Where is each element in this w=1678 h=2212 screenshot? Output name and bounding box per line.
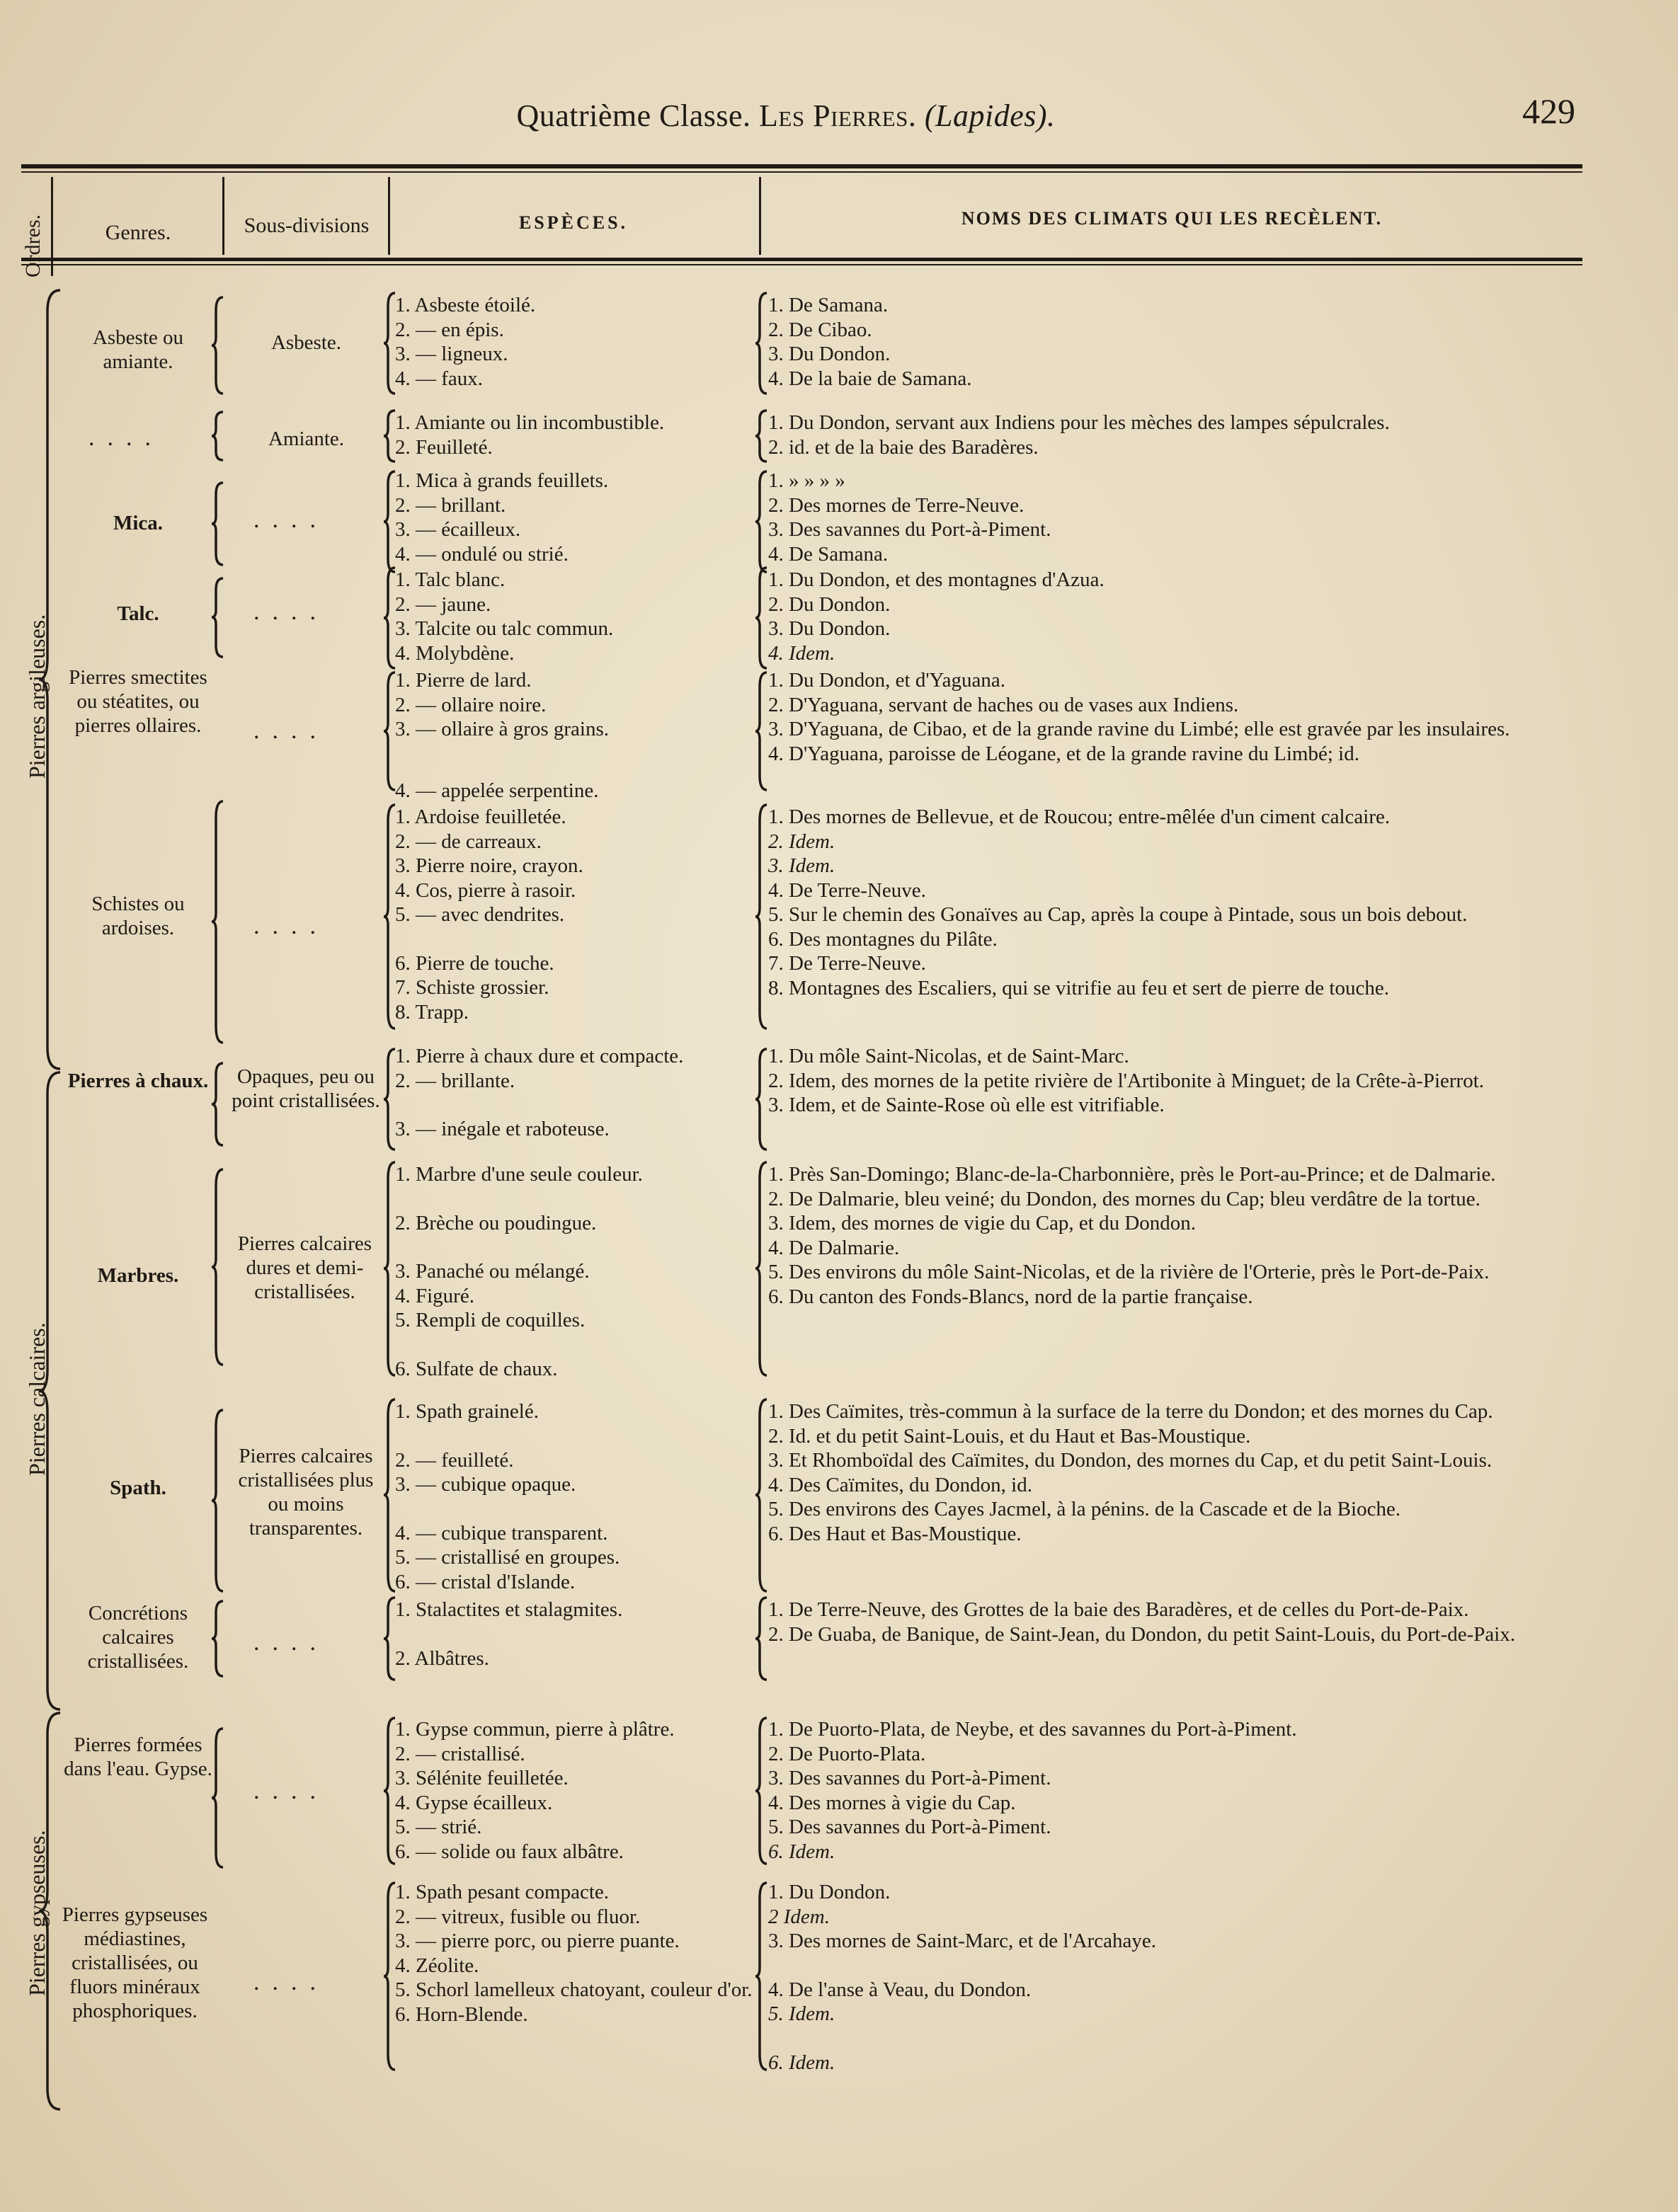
sous-dots-mica: .... <box>253 507 329 533</box>
brace-climats-marbres <box>754 1161 770 1377</box>
genre-spath: Spath. <box>110 1477 166 1499</box>
espece-item: 3. Talcite ou talc commun. <box>395 617 614 640</box>
espece-item: 4. — appelée serpentine. <box>395 779 599 802</box>
col-header-genres: Genres. <box>105 221 171 244</box>
sous-spath: Pierres calcaires cristallisées plus ou moins transparentes. <box>238 1445 374 1540</box>
espece-item: 2. — ollaire noire. <box>395 693 547 716</box>
especes-schistes <box>395 805 583 1024</box>
climat-item: 1. » » » » <box>768 469 845 492</box>
climats-chaux <box>768 1044 1582 1118</box>
col-divider-4 <box>759 177 761 255</box>
espece-item: 3. — pierre porc, ou pierre puante. <box>395 1930 680 1952</box>
brace-climats-smectites <box>754 671 770 791</box>
espece-item: 4. Cos, pierre à rasoir. <box>395 878 576 902</box>
espece-item: 1. Talc blanc. <box>395 568 506 591</box>
espece-item: 2. — en épis. <box>395 318 504 341</box>
genre-mica: Mica. <box>113 512 164 534</box>
espece-item: 3. — ligneux. <box>395 343 508 365</box>
espece-item: 2. — brillante. <box>395 1069 515 1092</box>
climats-schistes <box>768 805 1582 1000</box>
espece-item: 1. Spath grainelé. <box>395 1400 539 1423</box>
climat-item: 3. Du Dondon. <box>768 343 891 365</box>
espece-item: 2. — brillant. <box>395 493 506 517</box>
climat-item: 1. Près San-Domingo; Blanc-de-la-Charbonnière, près le Port-au-Prince; et de Dalmarie. <box>768 1163 1496 1186</box>
sous-amiante: Amiante. <box>268 428 345 450</box>
climat-item: 2. De Puorto-Plata. <box>768 1742 926 1765</box>
brace-climats-schistes <box>754 803 770 1030</box>
espece-item: 7. Schiste grossier. <box>395 976 549 999</box>
col-header-especes: ESPÈCES. <box>518 212 629 233</box>
brace-climats-talc <box>754 566 770 670</box>
espece-item: 1. Ardoise feuilletée. <box>395 806 566 828</box>
climat-item: 5. Des environs des Cayes Jacmel, à la pénins. de la Cascade et de la Bioche. <box>768 1498 1401 1520</box>
ordre-calcaires: Pierres calcaires. <box>24 1322 50 1476</box>
brace-climats-chaux <box>754 1048 770 1151</box>
genre-talc: Talc. <box>117 602 159 625</box>
espece-item: 2. — vitreux, fusible ou fluor. <box>395 1905 641 1928</box>
climat-item: 4. Idem. <box>768 641 835 665</box>
climat-item: 4. De la baie de Samana. <box>768 367 972 390</box>
especes-amiante <box>395 411 664 459</box>
sous-dots-concretions: .... <box>253 1629 329 1656</box>
genre-gypse: Pierres formées dans l'eau. Gypse. <box>64 1734 212 1780</box>
brace-climats-mediastines <box>754 1881 770 2071</box>
sous-asbeste: Asbeste. <box>270 331 342 354</box>
espece-item: 1. Pierre de lard. <box>395 669 532 692</box>
col-divider-1 <box>51 177 53 276</box>
climat-item: 1. De Samana. <box>768 294 889 316</box>
espece-item: 1. Stalactites et stalagmites. <box>395 1598 623 1621</box>
climat-item: 3. D'Yaguana, de Cibao, et de la grande ravine du Limbé; elle est gravée par les insulaires. <box>768 718 1510 740</box>
sous-dots-mediastines: .... <box>253 1969 329 1995</box>
col-divider-2 <box>222 177 224 255</box>
espece-item: 2. — jaune. <box>395 592 491 616</box>
page-number: 429 <box>1522 91 1575 131</box>
brace-climats-asbeste <box>754 292 770 395</box>
climat-item: 8. Montagnes des Escaliers, qui se vitrifie au feu et sert de pierre de touche. <box>768 976 1389 999</box>
genre-schistes: Schistes ou ardoises. <box>91 893 185 939</box>
climat-item: 2. De Guaba, de Banique, de Saint-Jean, du Dondon, du petit Saint-Louis, du Port-de-Paix. <box>768 1622 1516 1646</box>
espece-item: 6. — solide ou faux albâtre. <box>395 1840 624 1863</box>
climat-item: 2. Id. et du petit Saint-Louis, et du Haut et Bas-Moustique. <box>768 1424 1251 1448</box>
climat-item: 4. De l'anse à Veau, du Dondon. <box>768 1978 1032 2001</box>
genre-smectites: Pierres smectites ou stéatites, ou pierres ollaires. <box>69 666 207 737</box>
title-latin: (Lapides). <box>924 98 1056 133</box>
climat-item: 6. Du canton des Fonds-Blancs, nord de la partie française. <box>768 1285 1253 1308</box>
climat-item: 1. Du Dondon, et des montagnes d'Azua. <box>768 568 1105 591</box>
climat-item: 1. Du Dondon, et d'Yaguana. <box>768 669 1005 692</box>
espece-item: 5. Schorl lamelleux chatoyant, couleur d'or. <box>395 1978 753 2001</box>
climat-item: 3. Des mornes de Saint-Marc, et de l'Arcahaye. <box>768 1930 1156 1952</box>
espece-item: 4. — faux. <box>395 367 484 390</box>
col-header-ordres: Ordres. <box>21 214 45 277</box>
especes-spath <box>395 1399 620 1594</box>
espece-item: 3. Sélénite feuilletée. <box>395 1767 569 1789</box>
especes-smectites <box>395 668 609 803</box>
especes-mediastines <box>395 1880 767 2027</box>
climat-item: 3. Et Rhomboïdal des Caïmites, du Dondon, des mornes du Cap, et du petit Saint-Louis. <box>768 1449 1492 1472</box>
brace-climats-gypse <box>754 1717 770 1865</box>
col-header-sous-divisions: Sous-divisions <box>244 214 370 237</box>
climat-item: 4. D'Yaguana, paroisse de Léogane, et de la grande ravine du Limbé; id. <box>768 742 1359 765</box>
climat-item: 3. Idem, des mornes de vigie du Cap, et du Dondon. <box>768 1212 1197 1234</box>
brace-genre-amiante <box>210 411 226 462</box>
sous-dots-gypse: .... <box>253 1778 329 1804</box>
especes-gypse <box>395 1717 675 1864</box>
title-main: Les Pierres. <box>759 98 917 133</box>
sous-marbres: Pierres calcaires dures et demi-cristallisées. <box>237 1232 372 1303</box>
espece-item: 6. Sulfate de chaux. <box>395 1357 558 1380</box>
climat-item: 4. De Dalmarie. <box>768 1236 900 1259</box>
climat-item: 4. Des Caïmites, du Dondon, id. <box>768 1473 1032 1496</box>
espece-item: 2. Feuilleté. <box>395 435 493 459</box>
brace-genre-spath <box>210 1409 226 1593</box>
top-rule <box>21 164 1582 168</box>
espece-item: 6. — cristal d'Islande. <box>395 1570 576 1593</box>
climat-item: 2. Idem, des mornes de la petite rivière de l'Artibonite à Minguet; de la Crête-à-Pierrot. <box>768 1069 1485 1092</box>
espece-item: 6. Horn-Blende. <box>395 2002 528 2026</box>
climat-item: 2. Idem. <box>768 830 835 853</box>
climat-item: 5. Des savannes du Port-à-Piment. <box>768 1816 1051 1838</box>
climat-item: 4. De Terre-Neuve. <box>768 878 926 902</box>
climat-item: 2. id. et de la baie des Baradères. <box>768 435 1039 459</box>
espece-item: 1. Mica à grands feuillets. <box>395 469 609 492</box>
genre-asbeste: Asbeste ou amiante. <box>92 326 184 373</box>
brace-genre-mica <box>210 481 226 566</box>
genre-marbres: Marbres. <box>97 1264 179 1287</box>
espece-item: 3. — cubique opaque. <box>395 1473 576 1496</box>
espece-item: 5. — avec dendrites. <box>395 903 565 926</box>
climat-item: 3. Du Dondon. <box>768 617 891 640</box>
especes-chaux <box>395 1044 683 1142</box>
espece-item: 8. Trapp. <box>395 1000 469 1024</box>
climat-item: 2. De Cibao. <box>768 318 872 341</box>
espece-item: 2. — de carreaux. <box>395 830 542 853</box>
espece-item: 2. — feuilleté. <box>395 1448 514 1472</box>
climats-spath <box>768 1399 1582 1546</box>
ordre-gypseuses: Pierres gypseuses. <box>24 1830 50 1996</box>
climat-item: 4. Des mornes à vigie du Cap. <box>768 1791 1016 1814</box>
brace-genre-chaux <box>210 1062 226 1147</box>
col-header-climats: NOMS DES CLIMATS QUI LES RECÈLENT. <box>961 208 1383 229</box>
especes-marbres <box>395 1162 643 1381</box>
espece-item: 3. — écailleux. <box>395 518 521 541</box>
brace-climats-amiante <box>754 409 770 463</box>
espece-item: 1. Marbre d'une seule couleur. <box>395 1163 643 1186</box>
climat-item: 5. Idem. <box>768 2002 835 2025</box>
brace-climats-concretions <box>754 1596 770 1681</box>
climats-gypse <box>768 1717 1297 1864</box>
especes-mica <box>395 469 608 566</box>
espece-item: 3. Panaché ou mélangé. <box>395 1260 590 1283</box>
climat-item: 3. Idem. <box>768 854 835 877</box>
sous-chaux: Opaques, peu ou point cristallisées. <box>232 1065 380 1112</box>
climat-item: 7. De Terre-Neuve. <box>768 952 926 975</box>
brace-genre-gypse <box>210 1727 226 1869</box>
espece-item: 2. — cristallisé. <box>395 1742 525 1765</box>
espece-item: 4. Zéolite. <box>395 1954 479 1977</box>
espece-item: 4. — cubique transparent. <box>395 1521 608 1545</box>
climats-amiante <box>768 411 1390 459</box>
ordre-argileuses: Pierres argileuses. <box>24 614 50 779</box>
espece-item: 3. — ollaire à gros grains. <box>395 718 610 740</box>
espece-item: 2. Albâtres. <box>395 1646 489 1670</box>
espece-item: 1. Pierre à chaux dure et compacte. <box>395 1045 684 1067</box>
climat-item: 1. Des mornes de Bellevue, et de Roucou; entre-mêlée d'un ciment calcaire. <box>768 806 1391 828</box>
espece-item: 5. — strié. <box>395 1816 482 1838</box>
climat-item: 1. De Puorto-Plata, de Neybe, et des savannes du Port-à-Piment. <box>768 1718 1297 1741</box>
climat-item: 6. Des montagnes du Pilâte. <box>768 927 998 951</box>
top-rule-thin <box>21 171 1582 173</box>
sous-dots-smectites: .... <box>253 718 329 744</box>
climat-item: 6. Idem. <box>768 2051 835 2074</box>
climats-talc <box>768 568 1105 665</box>
espece-item: 3. Pierre noire, crayon. <box>395 854 583 877</box>
genre-gypseuses-mediastines: Pierres gypseuses médiastines, cristallisées, ou fluors minéraux phosphoriques. <box>62 1903 208 2022</box>
genre-pierres-chaux: Pierres à chaux. <box>67 1070 209 1092</box>
page-title <box>396 98 1175 134</box>
climat-item: 2. Du Dondon. <box>768 592 891 616</box>
climat-item: 4. De Samana. <box>768 542 889 566</box>
climats-marbres <box>768 1162 1582 1309</box>
col-divider-3 <box>388 177 390 255</box>
climat-item: 1. Du Dondon. <box>768 1881 891 1903</box>
climat-item: 3. Des savannes du Port-à-Piment. <box>768 518 1051 541</box>
climat-item: 1. Des Caïmites, très-commun à la surface de la terre du Dondon; et des mornes du Cap. <box>768 1400 1493 1423</box>
especes-concretions <box>395 1598 622 1671</box>
espece-item: 4. Figuré. <box>395 1284 474 1307</box>
climats-smectites <box>768 668 1582 766</box>
climat-item: 2 Idem. <box>768 1905 830 1928</box>
especes-talc <box>395 568 613 665</box>
climat-item: 2. D'Yaguana, servant de haches ou de vases aux Indiens. <box>768 693 1239 716</box>
espece-item: 1. Amiante ou lin incombustible. <box>395 411 665 434</box>
genre-dots-amiante: .... <box>89 425 164 451</box>
espece-item: 1. Spath pesant compacte. <box>395 1881 609 1903</box>
espece-item: 4. — ondulé ou strié. <box>395 542 569 566</box>
espece-item: 5. Rempli de coquilles. <box>395 1309 586 1331</box>
header-rule-thin <box>21 264 1582 265</box>
espece-item: 4. Molybdène. <box>395 641 515 665</box>
brace-genre-asbeste <box>210 296 226 395</box>
espece-item: 2. Brèche ou poudingue. <box>395 1211 597 1234</box>
climat-item: 6. Idem. <box>768 1840 835 1863</box>
climat-item: 1. Du Dondon, servant aux Indiens pour les mèches des lampes sépulcrales. <box>768 411 1390 434</box>
climat-item: 5. Sur le chemin des Gonaïves au Cap, après la coupe à Pintade, sous un bois debout. <box>768 903 1468 926</box>
espece-item: 1. Asbeste étoilé. <box>395 294 536 316</box>
espece-item: 6. Pierre de touche. <box>395 951 554 975</box>
espece-item: 3. — inégale et raboteuse. <box>395 1118 610 1140</box>
header-rule <box>21 258 1582 261</box>
climat-item: 3. Des savannes du Port-à-Piment. <box>768 1767 1051 1789</box>
brace-genre-marbres <box>210 1168 226 1366</box>
climat-item: 3. Idem, et de Sainte-Rose où elle est vitrifiable. <box>768 1094 1165 1116</box>
title-prefix: Quatrième Classe. <box>516 98 751 133</box>
especes-asbeste <box>395 293 535 391</box>
climat-item: 5. Des environs du môle Saint-Nicolas, et de la rivière de l'Orterie, près le Port-de-Paix. <box>768 1261 1490 1283</box>
espece-item: 1. Gypse commun, pierre à plâtre. <box>395 1718 675 1741</box>
brace-climats-spath <box>754 1398 770 1593</box>
sous-dots-schistes: .... <box>253 913 329 939</box>
climat-item: 2. De Dalmarie, bleu veiné; du Dondon, des mornes du Cap; bleu verdâtre de la tortue. <box>768 1187 1480 1210</box>
brace-genre-talc <box>210 577 226 658</box>
brace-genre-concretions <box>210 1600 226 1678</box>
climats-asbeste <box>768 293 971 391</box>
espece-item: 5. — cristallisé en groupes. <box>395 1546 620 1569</box>
brace-climats-mica <box>754 470 770 573</box>
climats-mediastines <box>768 1880 1156 2075</box>
climat-item: 6. Des Haut et Bas-Moustique. <box>768 1522 1022 1545</box>
climat-item: 2. Des mornes de Terre-Neuve. <box>768 493 1025 517</box>
climats-mica <box>768 469 1051 566</box>
climats-concretions <box>768 1598 1582 1646</box>
climat-item: 1. De Terre-Neuve, des Grottes de la baie des Baradères, et de celles du Port-de-Paix. <box>768 1598 1469 1621</box>
brace-genre-schistes <box>210 800 226 1044</box>
genre-concretions: Concrétions calcaires cristallisées. <box>87 1602 189 1673</box>
sous-dots-talc: .... <box>253 599 329 625</box>
climat-item: 1. Du môle Saint-Nicolas, et de Saint-Marc. <box>768 1045 1129 1067</box>
espece-item: 4. Gypse écailleux. <box>395 1791 553 1814</box>
